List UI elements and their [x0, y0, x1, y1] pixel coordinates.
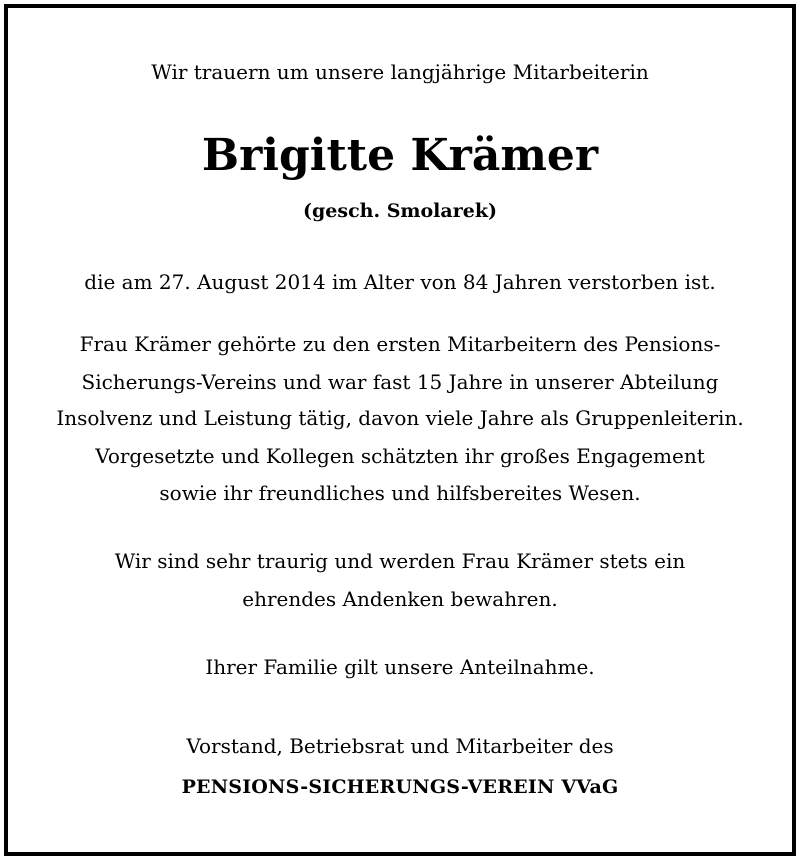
- tribute-line: Sicherungs-Vereins und war fast 15 Jahre in unserer Abteilung: [81, 370, 719, 394]
- tribute-line: Frau Krämer gehörte zu den ersten Mitarbeitern des Pensions-: [79, 332, 721, 356]
- memory-line: ehrendes Andenken bewahren.: [242, 587, 558, 611]
- intro-text: Wir trauern um unsere langjährige Mitarbeiterin: [151, 60, 649, 84]
- tribute-line: sowie ihr freundliches und hilfsbereites Wesen.: [159, 481, 641, 505]
- organization-name: PENSIONS-SICHERUNGS-VEREIN VVaG: [181, 776, 619, 798]
- death-date-text: die am 27. August 2014 im Alter von 84 Jahren verstorben ist.: [84, 270, 716, 294]
- tribute-line: Vorgesetzte und Kollegen schätzten ihr großes Engagement: [95, 444, 705, 468]
- condolence-text: Ihrer Familie gilt unsere Anteilnahme.: [205, 655, 595, 679]
- memory-line: Wir sind sehr traurig und werden Frau Krämer stets ein: [114, 549, 686, 573]
- signature-text: Vorstand, Betriebsrat und Mitarbeiter des: [186, 734, 614, 758]
- tribute-line: Insolvenz und Leistung tätig, davon viele Jahre als Gruppenleiterin.: [56, 406, 744, 430]
- maiden-name: (gesch. Smolarek): [303, 200, 497, 222]
- deceased-name: Brigitte Krämer: [201, 130, 599, 181]
